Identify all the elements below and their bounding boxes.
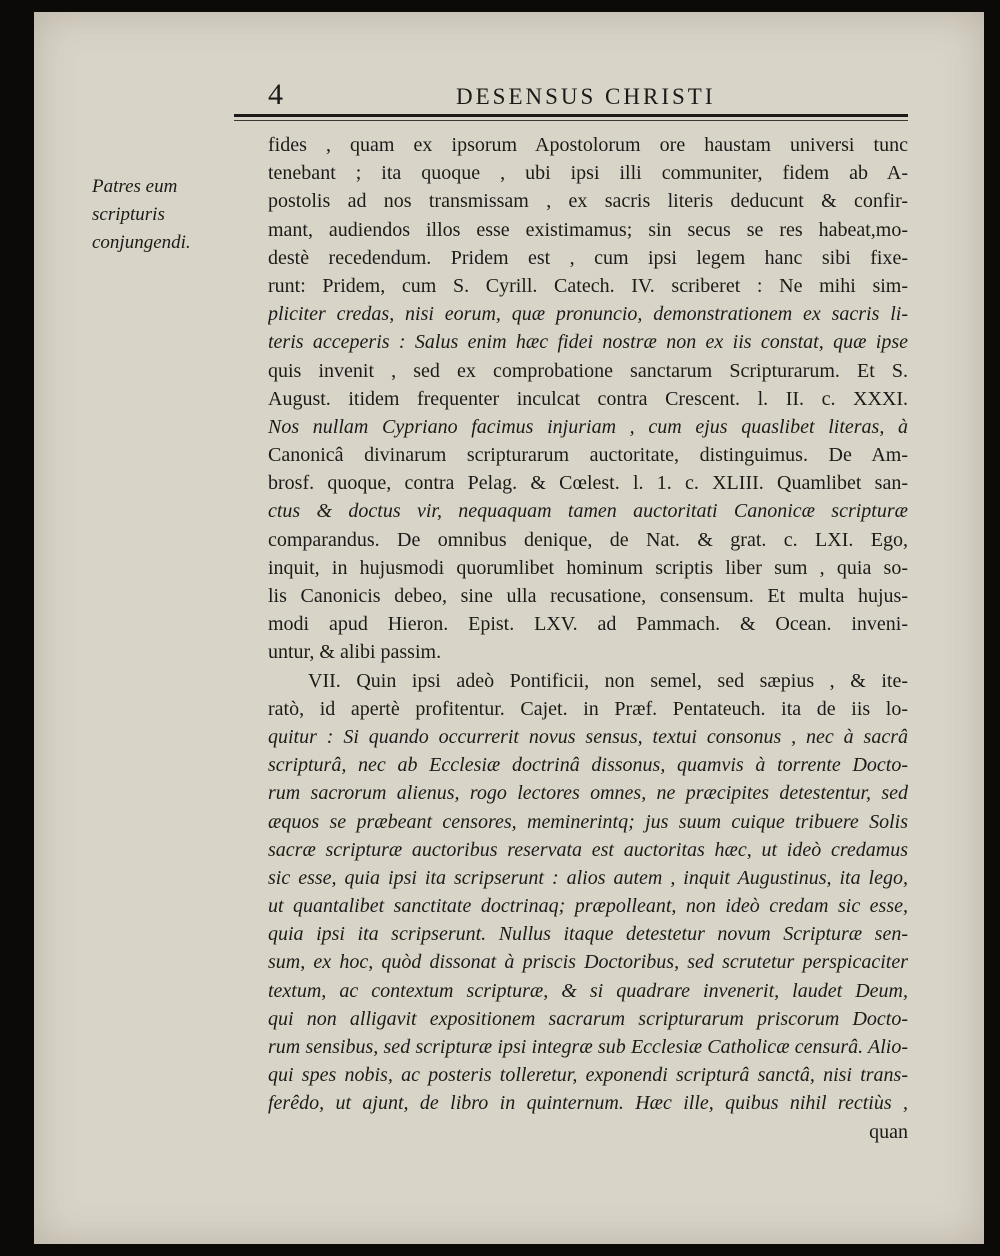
text-line: modi apud Hieron. Epist. LXV. ad Pammach. & Ocean. inveni- — [268, 613, 908, 636]
text-line: sacræ scripturæ auctoribus reservata est auctoritas hæc, ut ideò credamus — [268, 838, 908, 861]
text-line: destè recedendum. Pridem est , cum ipsi legem hanc sibi fixe- — [268, 246, 908, 269]
text-line: scripturâ, nec ab Ecclesiæ doctrinâ dissonus, quamvis à torrente Docto- — [268, 754, 908, 777]
text-line: ratò, id apertè profitentur. Cajet. in Præf. Pentateuch. ita de iis lo- — [268, 697, 908, 720]
text-line: quis invenit , sed ex comprobatione sanctarum Scripturarum. Et S. — [268, 359, 908, 382]
text-line: sic esse, quia ipsi ita scripserunt : alios autem , inquit Augustinus, ita lego, — [268, 866, 908, 889]
margin-note — [92, 172, 262, 257]
header-rule — [234, 114, 908, 117]
text-line: qui non alligavit expositionem sacrarum scripturarum priscorum Docto- — [268, 1007, 908, 1030]
text-line: Nos nullam Cypriano facimus injuriam , cum ejus quaslibet literas, à — [268, 415, 908, 438]
text-line: rum sacrorum alienus, rogo lectores omnes, ne præcipites detestentur, sed — [268, 782, 908, 805]
text-line: inquit, in hujusmodi quorumlibet hominum scriptis liber sum , quia so- — [268, 556, 908, 579]
text-line: mant, audiendos illos esse existimamus; sin secus se res habeat,mo- — [268, 218, 908, 241]
text-line: quitur : Si quando occurrerit novus sensus, textui consonus , nec à sacrâ — [268, 725, 908, 748]
text-line: tenebant ; ita quoque , ubi ipsi illi communiter, fidem ab A- — [268, 162, 908, 185]
header-rule-thin — [234, 120, 908, 121]
text-line: untur, & alibi passim. — [268, 641, 442, 664]
text-line: lis Canonicis debeo, sine ulla recusatione, consensum. Et multa hujus- — [268, 585, 908, 607]
text-line: ctus & doctus vir, nequaquam tamen auctoritati Canonicæ scripturæ — [268, 500, 908, 523]
text-line: rum sensibus, sed scripturæ ipsi integræ sub Ecclesiæ Catholicæ censurâ. Alio- — [268, 1036, 908, 1058]
running-title: DESENSUS CHRISTI — [456, 84, 716, 109]
text-line: fides , quam ex ipsorum Apostolorum ore haustam universi tunc — [268, 134, 908, 156]
text-line: quia ipsi ita scripserunt. Nullus itaque detestetur novum Scripturæ sen- — [268, 923, 908, 946]
catchword: quan — [869, 1120, 908, 1143]
margin-note-line: scripturis — [92, 204, 165, 226]
text-line: sum, ex hoc, quòd dissonat à priscis Doctoribus, sed scrutetur perspicaciter — [268, 951, 908, 974]
body-text — [268, 131, 908, 1146]
page-number: 4 — [268, 78, 283, 111]
margin-note-line: conjungendi. — [92, 232, 191, 254]
text-line: æquos se præbeant censores, meminerintq; jus suum cuique tribuere Solis — [268, 810, 908, 833]
text-line: textum, ac contextum scripturæ, & si quadrare invenerit, laudet Deum, — [268, 979, 908, 1002]
text-line: runt: Pridem, cum S. Cyrill. Catech. IV. scriberet : Ne mihi sim- — [268, 274, 908, 297]
text-line: VII. Quin ipsi adeò Pontificii, non semel, sed sæpius , & ite- — [308, 669, 908, 692]
margin-note-line: Patres eum — [92, 176, 178, 197]
text-line: comparandus. De omnibus denique, de Nat. & grat. c. LXI. Ego, — [268, 528, 908, 551]
text-line: teris acceperis : Salus enim hæc fidei nostræ non ex iis constat, quæ ipse — [268, 331, 908, 354]
text-line: brosf. quoque, contra Pelag. & Cœlest. l. 1. c. XLIII. Quamlibet san- — [268, 472, 908, 495]
text-line: pliciter credas, nisi eorum, quæ pronuncio, demonstrationem ex sacris li- — [268, 303, 908, 326]
text-line: qui spes nobis, ac posteris tolleretur, exponendi scripturâ sanctâ, nisi trans- — [268, 1064, 908, 1087]
text-line: ut quantalibet sanctitate doctrinaq; præpolleant, non ideò credam sic esse, — [268, 895, 908, 918]
page-header — [268, 78, 940, 118]
text-line: Canonicâ divinarum scripturarum auctoritate, distinguimus. De Am- — [268, 444, 908, 467]
text-line: August. itidem frequenter inculcat contra Crescent. l. II. c. XXXI. — [268, 387, 908, 410]
text-line: postolis ad nos transmissam , ex sacris literis deducunt & confir- — [268, 190, 908, 213]
text-line: ferêdo, ut ajunt, de libro in quinternum. Hæc ille, quibus nihil rectiùs , — [268, 1092, 908, 1115]
